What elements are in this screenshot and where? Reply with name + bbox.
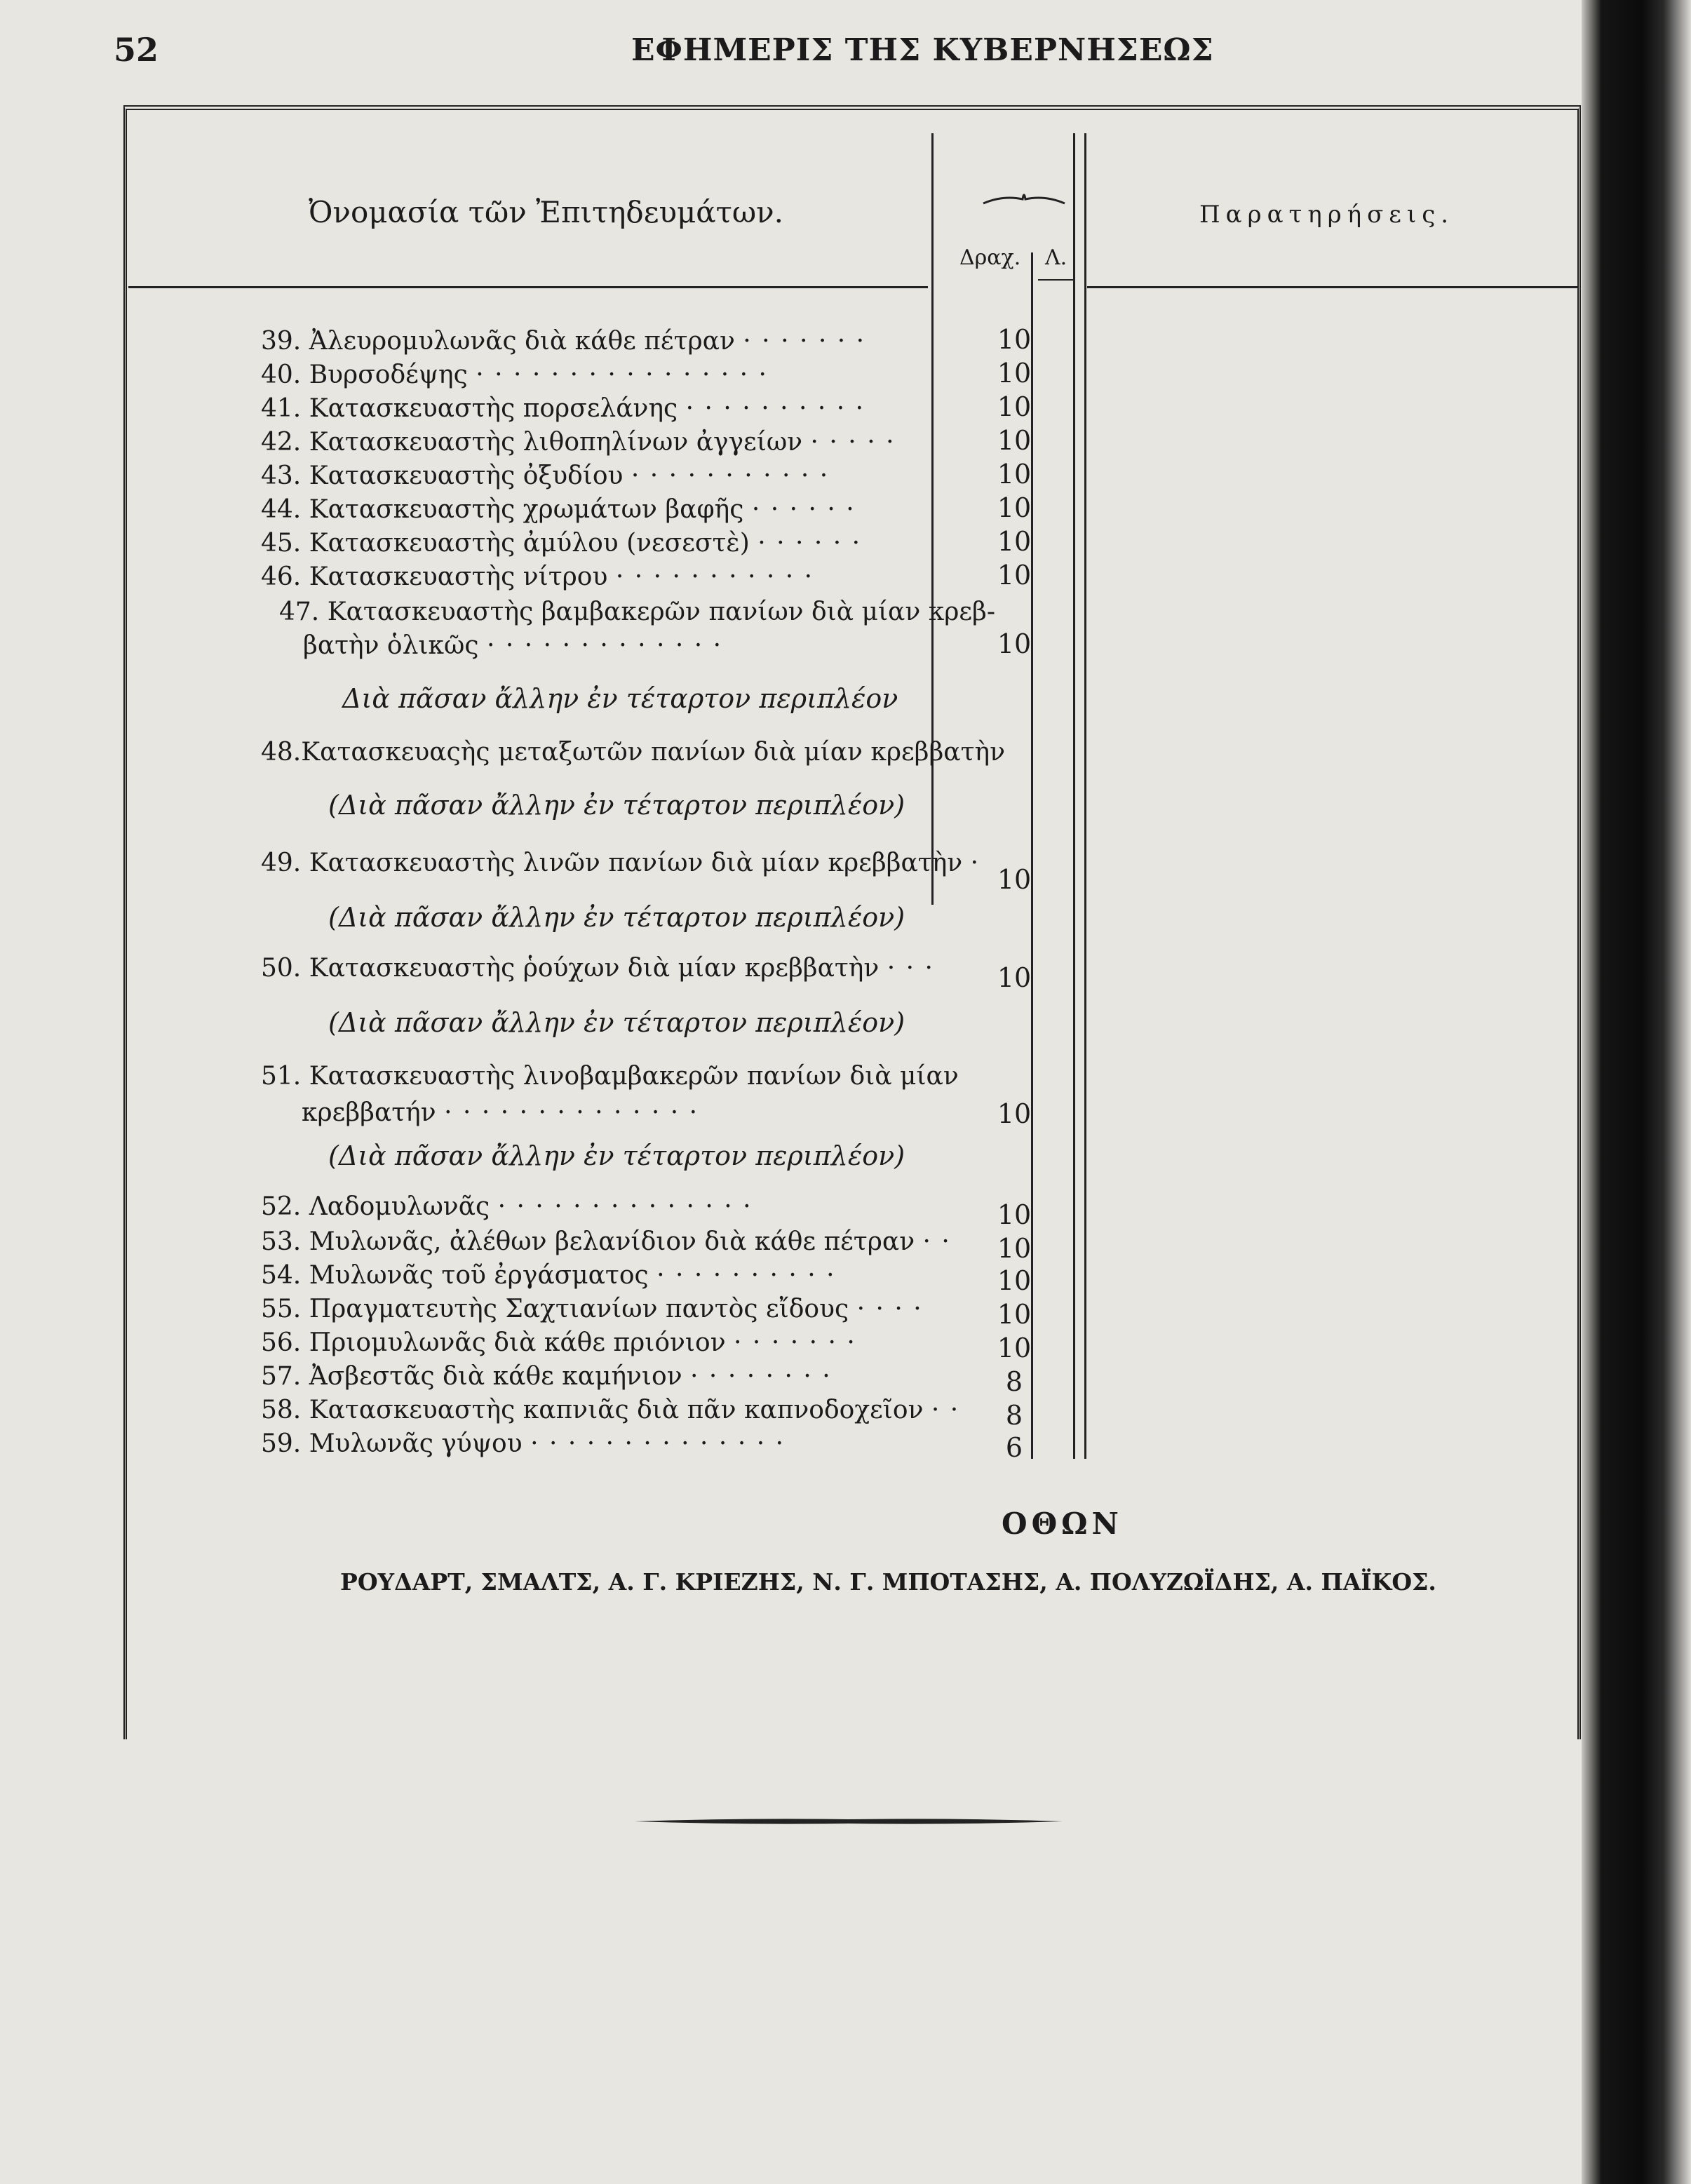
table-row: κρεββατήν · · · · · · · · · · · · · · bbox=[302, 1098, 699, 1127]
minister-signatures: ΡΟΥΔΑΡΤ, ΣΜΑΛΤΣ, Α. Γ. ΚΡΙΕΖΗΣ, Ν. Γ. ΜΠΟΤΑΣΗΣ, Α. ΠΟΛΥΖΩΪΔΗΣ, Α. ΠΑΪΚΟΣ. bbox=[340, 1568, 1436, 1596]
column-group-brace bbox=[982, 188, 1066, 209]
table-row: 40. Βυρσοδέψης · · · · · · · · · · · · · · · · bbox=[261, 360, 768, 389]
table-row: 45. Κατασκευαστὴς ἀμύλου (νεσεστὲ) · · · · · · bbox=[261, 529, 862, 558]
table-row: 52. Λαδομυλωνᾶς · · · · · · · · · · · · · · bbox=[261, 1192, 753, 1221]
drachmae-value: 8 bbox=[1005, 1366, 1023, 1397]
gazette-title: ΕΦΗΜΕΡΙΣ ΤΗΣ ΚΥΒΕΡΝΗΣΕΩΣ bbox=[631, 32, 1214, 68]
column-divider-remarks-left bbox=[1084, 133, 1086, 1459]
page-edge-shadow bbox=[1582, 0, 1691, 2184]
table-row: 41. Κατασκευαστὴς πορσελάνης · · · · · · · · · · bbox=[261, 394, 865, 423]
drachmae-value: 10 bbox=[997, 459, 1032, 490]
drachmae-value: 10 bbox=[997, 1199, 1032, 1230]
drachmae-value: 10 bbox=[997, 628, 1032, 659]
drachmae-value: 10 bbox=[997, 492, 1032, 523]
drachmae-value: 10 bbox=[997, 560, 1032, 591]
surcharge-note: (Διὰ πᾶσαν ἄλλην ἐν τέταρτον περιπλέον) bbox=[328, 1007, 905, 1038]
drachmae-value: 10 bbox=[997, 1299, 1032, 1330]
table-row: 46. Κατασκευαστὴς νίτρου · · · · · · · · · · · bbox=[261, 562, 814, 591]
drachmae-value: 10 bbox=[997, 1098, 1032, 1129]
surcharge-note: Διὰ πᾶσαν ἄλλην ἐν τέταρτον περιπλέον bbox=[342, 683, 898, 714]
table-row: βατὴν ὁλικῶς · · · · · · · · · · · · · bbox=[303, 631, 723, 660]
drachmae-value: 10 bbox=[997, 1265, 1032, 1296]
drachmae-value: 10 bbox=[997, 425, 1032, 456]
table-row: 49. Κατασκευαστὴς λινῶν πανίων διὰ μίαν κρεββατὴν · bbox=[261, 849, 981, 877]
table-row: 47. Κατασκευαστὴς βαμβακερῶν πανίων διὰ μίαν κρεβ- bbox=[279, 598, 995, 626]
drachmae-value: 10 bbox=[997, 391, 1032, 422]
header-underline-right bbox=[1087, 286, 1578, 288]
column-divider-name-right bbox=[931, 133, 934, 905]
drachmae-value: 10 bbox=[997, 526, 1032, 557]
header-underline-left bbox=[128, 286, 928, 288]
drachmae-value: 10 bbox=[997, 962, 1032, 993]
column-header-lepta: Λ. bbox=[1045, 245, 1067, 270]
lepta-underline bbox=[1038, 279, 1073, 281]
table-row: 39. Ἀλευρομυλωνᾶς διὰ κάθε πέτραν · · · · · · · bbox=[261, 327, 866, 356]
drachmae-value: 10 bbox=[997, 1233, 1032, 1264]
table-row: 57. Ἀσβεστᾶς διὰ κάθε καμήνιον · · · · · · · · bbox=[261, 1362, 832, 1391]
surcharge-note: (Διὰ πᾶσαν ἄλλην ἐν τέταρτον περιπλέον) bbox=[328, 790, 905, 821]
royal-signature: ΟΘΩΝ bbox=[1002, 1506, 1123, 1541]
table-row: 50. Κατασκευαστὴς ῥούχων διὰ μίαν κρεββατὴν · · · bbox=[261, 954, 934, 983]
table-row: 58. Κατασκευαστὴς καπνιᾶς διὰ πᾶν καπνοδοχεῖον · · bbox=[261, 1396, 960, 1424]
drachmae-value: 10 bbox=[997, 358, 1032, 389]
drachmae-value: 6 bbox=[1005, 1432, 1023, 1463]
column-divider-lepta-right bbox=[1073, 133, 1075, 1459]
table-row: 59. Μυλωνᾶς γύψου · · · · · · · · · · · · · · bbox=[261, 1429, 786, 1458]
closing-ornament-rule bbox=[635, 1816, 1063, 1826]
table-row: 44. Κατασκευαστὴς χρωμάτων βαφῆς · · · · · · bbox=[261, 495, 856, 524]
surcharge-note: (Διὰ πᾶσαν ἄλλην ἐν τέταρτον περιπλέον) bbox=[328, 1140, 905, 1171]
drachmae-value: 10 bbox=[997, 1333, 1032, 1363]
column-header-name: Ὀνομασία τῶν Ἐπιτηδευμάτων. bbox=[309, 195, 784, 229]
drachmae-value: 10 bbox=[997, 324, 1032, 355]
page-number: 52 bbox=[114, 31, 159, 69]
drachmae-value: 8 bbox=[1005, 1400, 1023, 1431]
drachmae-value: 10 bbox=[997, 864, 1032, 895]
table-row: 42. Κατασκευαστὴς λιθοπηλίνων ἀγγείων · · · · · bbox=[261, 428, 896, 457]
table-row: 56. Πριομυλωνᾶς διὰ κάθε πριόνιον · · · · · · · bbox=[261, 1328, 856, 1357]
surcharge-note: (Διὰ πᾶσαν ἄλλην ἐν τέταρτον περιπλέον) bbox=[328, 902, 905, 933]
table-row: 54. Μυλωνᾶς τοῦ ἐργάσματος · · · · · · · · · · bbox=[261, 1261, 836, 1290]
table-row: 51. Κατασκευαστὴς λινοβαμβακερῶν πανίων διὰ μίαν bbox=[261, 1062, 959, 1091]
table-row: 55. Πραγματευτὴς Σαχτιανίων παντὸς εἴδους · · · · bbox=[261, 1295, 923, 1323]
table-row: 48.Κατασκευαςὴς μεταξωτῶν πανίων διὰ μίαν κρεββατὴν bbox=[261, 738, 1005, 767]
table-row: 43. Κατασκευαστὴς ὀξυδίου · · · · · · · · · · · bbox=[261, 461, 830, 490]
column-header-remarks: Παρατηρήσεις. bbox=[1199, 201, 1455, 229]
column-header-drachmae: Δραχ. bbox=[959, 245, 1021, 270]
table-row: 53. Μυλωνᾶς, ἀλέθων βελανίδιον διὰ κάθε πέτραν · · bbox=[261, 1227, 951, 1256]
